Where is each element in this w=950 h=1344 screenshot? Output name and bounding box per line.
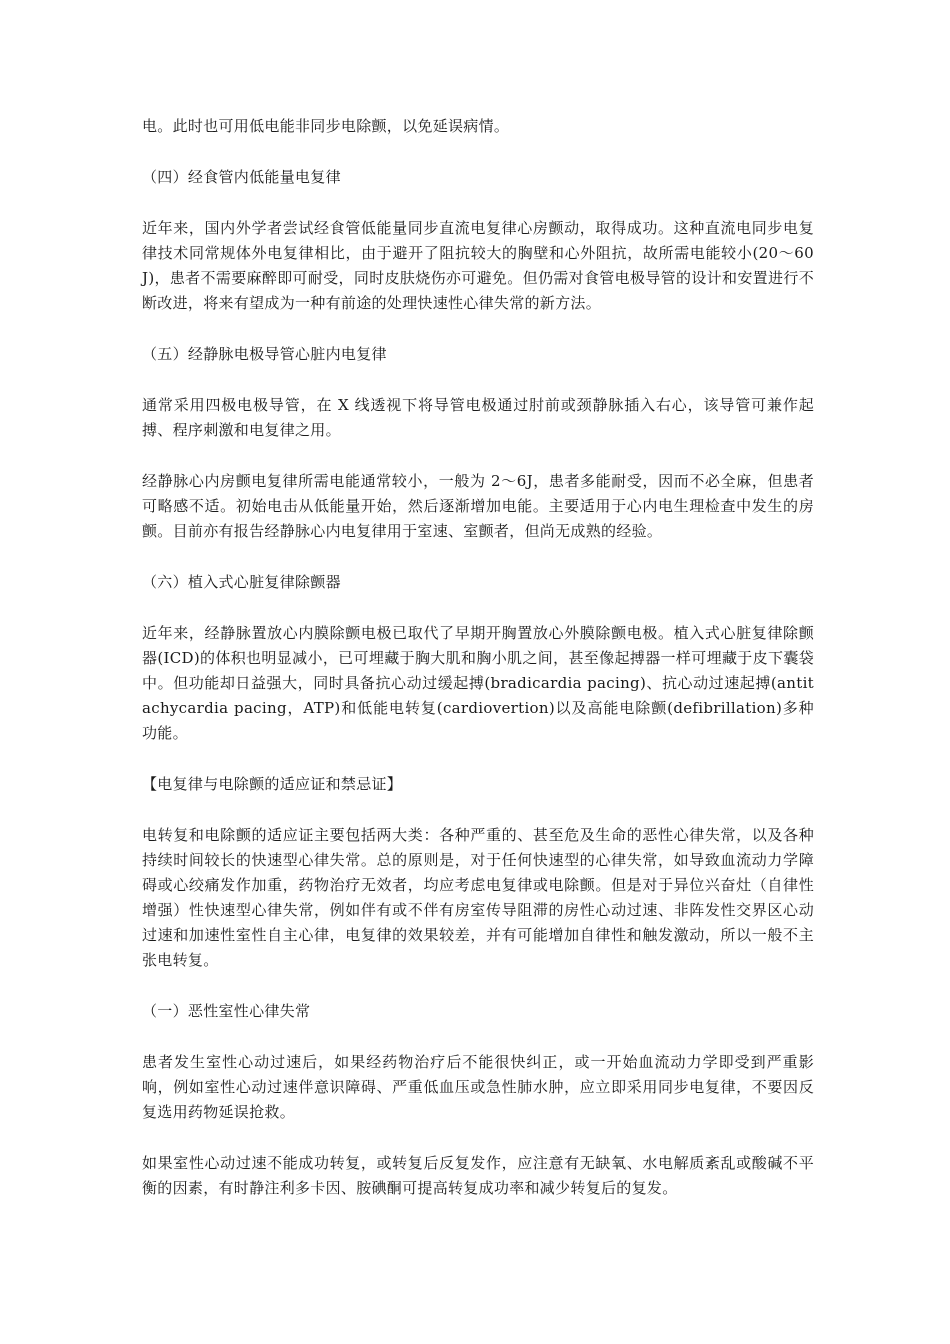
paragraph-intracardiac-energy: 经静脉心内房颤电复律所需电能通常较小，一般为 2～6J，患者多能耐受，因而不必全麻，但患者可略感不适。初始电击从低能量开始，然后逐渐增加电能。主要适用于心内电生理检查中发生的房颤。目前亦有报告经静脉心内电复律用于室速、室颤者，但尚无成熟的经验。: [142, 472, 814, 540]
section-heading-4: （四）经食管内低能量电复律: [142, 168, 341, 186]
paragraph-continuation: 电。此时也可用低电能非同步电除颤，以免延误病情。: [142, 117, 510, 135]
paragraph-ventricular-tachycardia: 患者发生室性心动过速后，如果经药物治疗后不能很快纠正，或一开始血流动力学即受到严重影响，例如室性心动过速伴意识障碍、严重低血压或急性肺水肿，应立即采用同步电复律，不要因反复选用药物延误抢救。: [142, 1053, 814, 1121]
section-heading-6: （六）植入式心脏复律除颤器: [142, 573, 341, 591]
paragraph-esophageal-cardioversion: 近年来，国内外学者尝试经食管低能量同步直流电复律心房颤动，取得成功。这种直流电同步电复律技术同常规体外电复律相比，由于避开了阻抗较大的胸壁和心外阻抗，故所需电能较小(20～60J)，患者不需要麻醉即可耐受，同时皮肤烧伤亦可避免。但仍需对食管电极导管的设计和安置进行不断改进，将来有望成为一种有前途的处理快速性心律失常的新方法。: [142, 219, 814, 312]
section-heading-indications: 【电复律与电除颤的适应证和禁忌证】: [142, 775, 403, 793]
paragraph-icd: 近年来，经静脉置放心内膜除颤电极已取代了早期开胸置放心外膜除颤电极。植入式心脏复律除颤器(ICD)的体积也明显减小，已可埋藏于胸大肌和胸小肌之间，甚至像起搏器一样可埋藏于皮下囊袋中。但功能却日益强大，同时具备抗心动过缓起搏(bradicardia pacing)、抗心动过速起搏(antitachycardia pacing，ATP)和低能电转复(cardiovertion)以及高能电除颤(defibrillation)多种功能。: [142, 624, 814, 742]
paragraph-indications: 电转复和电除颤的适应证主要包括两大类：各种严重的、甚至危及生命的恶性心律失常，以及各种持续时间较长的快速型心律失常。总的原则是，对于任何快速型的心律失常，如导致血流动力学障碍或心绞痛发作加重，药物治疗无效者，均应考虑电复律或电除颤。但是对于异位兴奋灶（自律性增强）性快速型心律失常，例如伴有或不伴有房室传导阻滞的房性心动过速、非阵发性交界区心动过速和加速性室性自主心律，电复律的效果较差，并有可能增加自律性和触发激动，所以一般不主张电转复。: [142, 826, 814, 969]
paragraph-catheter: 通常采用四极电极导管，在 X 线透视下将导管电极通过肘前或颈静脉插入右心，该导管可兼作起搏、程序刺激和电复律之用。: [142, 396, 814, 439]
document-body: [142, 114, 814, 1227]
section-heading-5: （五）经静脉电极导管心脏内电复律: [142, 345, 387, 363]
paragraph-failed-conversion: 如果室性心动过速不能成功转复，或转复后反复发作，应注意有无缺氧、水电解质紊乱或酸碱不平衡的因素，有时静注利多卡因、胺碘酮可提高转复成功率和减少转复后的复发。: [142, 1154, 814, 1197]
section-heading-1: （一）恶性室性心律失常: [142, 1002, 311, 1020]
